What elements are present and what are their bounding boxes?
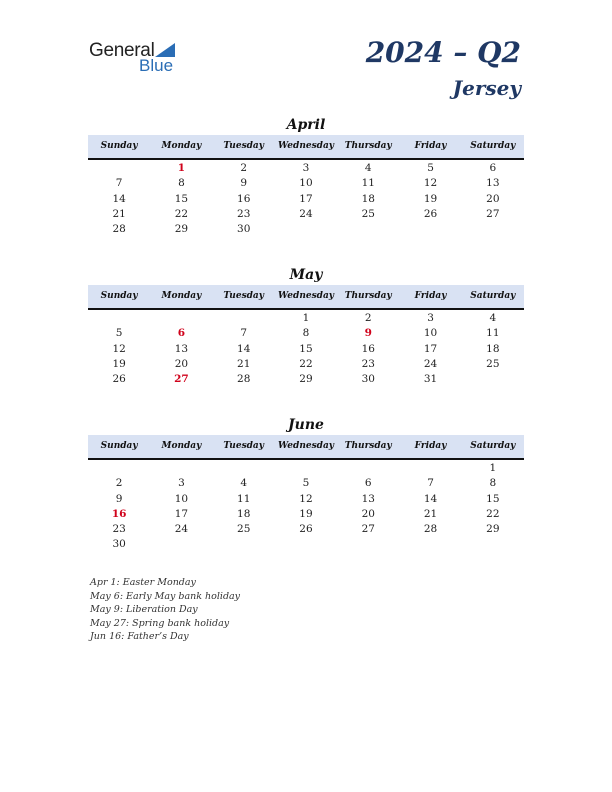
day-cell: 13: [361, 492, 375, 505]
weekday-label: Friday: [414, 441, 447, 451]
day-cell: [399, 222, 461, 237]
day-cell: 18: [237, 507, 251, 520]
day-cell: 31: [423, 373, 438, 386]
logo: [89, 40, 189, 80]
day-cell: 13: [174, 342, 189, 355]
day-cell: [275, 461, 337, 476]
day-cell: 4: [364, 162, 372, 174]
day-cell: 25: [237, 523, 251, 536]
holiday-note: Jun 16: Father’s Day: [90, 631, 189, 642]
day-cell: 22: [299, 357, 313, 370]
day-cell: 28: [112, 223, 126, 236]
holiday-note: Apr 1: Easter Monday: [90, 577, 196, 588]
day-cell: 5: [302, 477, 310, 490]
logo-triangle-icon: [155, 43, 175, 57]
day-cell: [337, 537, 399, 552]
day-cell: 27: [486, 207, 500, 220]
day-cell: 2: [240, 162, 248, 174]
day-cell: 18: [486, 342, 500, 355]
day-cell: 23: [361, 357, 375, 370]
weekday-label: Wednesday: [277, 441, 335, 451]
weekday-label: Sunday: [100, 291, 138, 301]
day-cell: 17: [423, 342, 438, 355]
week-row: [88, 461, 524, 476]
day-cell: [88, 461, 150, 476]
week-row: [88, 222, 524, 237]
weekday-label: Monday: [161, 141, 202, 151]
day-cell: 10: [423, 327, 438, 340]
day-cell: 9: [240, 177, 248, 190]
weekday-header: [88, 285, 524, 310]
weekday-label: Wednesday: [277, 291, 335, 301]
weekday-label: Thursday: [344, 441, 392, 451]
day-cell: 14: [112, 192, 126, 205]
month-name: April: [286, 117, 326, 133]
day-cell: 14: [237, 342, 251, 355]
page-subtitle: Jersey: [452, 76, 521, 100]
holiday-day-cell: 9: [364, 327, 372, 340]
page-title: 2024 – Q2: [365, 36, 521, 69]
day-cell: 29: [299, 373, 313, 386]
day-cell: 15: [174, 192, 189, 205]
day-cell: 20: [361, 507, 375, 520]
day-cell: [150, 311, 212, 326]
week-row: [88, 507, 524, 522]
day-cell: 18: [361, 192, 375, 205]
day-cell: [88, 311, 150, 326]
holiday-note: May 6: Early May bank holiday: [90, 590, 241, 602]
day-cell: 29: [174, 223, 189, 236]
day-cell: 28: [423, 523, 438, 536]
day-cell: 21: [112, 207, 126, 220]
day-cell: 26: [112, 373, 126, 386]
day-cell: 24: [423, 357, 438, 370]
day-cell: 15: [486, 492, 500, 505]
logo-blue-text: Blue: [139, 56, 174, 75]
day-cell: 6: [489, 162, 497, 174]
weekday-label: Thursday: [344, 141, 392, 151]
day-cell: 4: [489, 312, 497, 324]
day-cell: 14: [423, 492, 438, 505]
day-cell: [399, 537, 461, 552]
day-cell: 22: [486, 507, 500, 520]
day-cell: 8: [302, 327, 310, 340]
day-cell: 10: [174, 492, 189, 505]
weekday-label: Monday: [161, 291, 202, 301]
day-cell: [399, 461, 461, 476]
month-name: May: [289, 267, 323, 283]
day-cell: 21: [423, 507, 438, 520]
day-cell: 17: [174, 507, 189, 520]
weekday-header: [88, 435, 524, 460]
week-row: [88, 311, 524, 326]
day-cell: 26: [299, 523, 313, 536]
month-name: June: [288, 417, 324, 433]
day-cell: 25: [486, 357, 500, 370]
weekday-label: Saturday: [470, 291, 516, 301]
day-cell: 1: [489, 462, 497, 474]
day-cell: 6: [364, 477, 372, 490]
day-cell: 11: [361, 177, 375, 190]
weekday-label: Sunday: [100, 441, 138, 451]
day-cell: 25: [361, 207, 375, 220]
day-cell: [213, 537, 275, 552]
day-cell: 3: [178, 477, 185, 490]
day-cell: 16: [237, 192, 251, 205]
week-row: [88, 161, 524, 176]
day-cell: [275, 537, 337, 552]
day-cell: [337, 222, 399, 237]
day-cell: 12: [299, 492, 313, 505]
holiday-day-cell: 27: [174, 373, 189, 386]
weekday-label: Sunday: [100, 141, 138, 151]
day-cell: [462, 222, 524, 237]
weekday-label: Tuesday: [223, 441, 264, 451]
day-cell: 30: [361, 373, 375, 386]
weekday-label: Saturday: [470, 441, 516, 451]
week-row: [88, 176, 524, 191]
day-cell: 5: [115, 327, 123, 340]
day-cell: 17: [299, 192, 313, 205]
weekday-label: Tuesday: [223, 141, 264, 151]
day-cell: 15: [299, 342, 313, 355]
day-cell: 30: [112, 538, 126, 551]
weekday-label: Friday: [414, 141, 447, 151]
day-cell: 22: [174, 207, 189, 220]
day-cell: 11: [486, 327, 500, 340]
weekday-header: [88, 135, 524, 160]
day-cell: 10: [299, 177, 313, 190]
day-cell: 19: [423, 192, 438, 205]
day-cell: 2: [115, 477, 123, 490]
day-cell: 5: [427, 162, 434, 174]
day-cell: [337, 461, 399, 476]
day-cell: 16: [361, 342, 375, 355]
holiday-day-cell: 1: [177, 162, 186, 174]
day-cell: [88, 161, 150, 176]
day-cell: 7: [427, 477, 434, 490]
holiday-day-cell: 16: [111, 507, 127, 520]
day-cell: 28: [237, 373, 251, 386]
day-cell: 3: [427, 312, 434, 324]
day-cell: [213, 461, 275, 476]
day-cell: [150, 461, 212, 476]
holiday-note: May 27: Spring bank holiday: [90, 617, 230, 629]
logo-general-text: General: [89, 40, 155, 61]
day-cell: 8: [489, 477, 497, 490]
day-cell: 4: [240, 477, 248, 490]
day-cell: 19: [112, 357, 126, 370]
day-cell: 7: [240, 327, 248, 340]
day-cell: [462, 537, 524, 552]
day-cell: 20: [174, 357, 189, 370]
day-cell: 9: [115, 492, 123, 505]
day-cell: 11: [237, 492, 251, 505]
week-row: [88, 522, 524, 537]
holiday-note: May 9: Liberation Day: [90, 604, 198, 615]
day-cell: 24: [299, 207, 313, 220]
day-cell: [150, 537, 212, 552]
week-row: [88, 537, 524, 552]
weekday-label: Tuesday: [223, 291, 264, 301]
month-june: [88, 415, 524, 553]
day-cell: 30: [237, 223, 251, 236]
holiday-notes: [90, 576, 240, 644]
day-cell: [462, 372, 524, 387]
weekday-label: Wednesday: [277, 141, 335, 151]
weekday-label: Thursday: [344, 291, 392, 301]
day-cell: 13: [486, 177, 500, 190]
day-cell: 26: [423, 207, 438, 220]
day-cell: 12: [112, 342, 126, 355]
week-row: [88, 492, 524, 507]
day-cell: 24: [174, 523, 189, 536]
week-row: [88, 476, 524, 491]
week-row: [88, 326, 524, 341]
day-cell: 20: [486, 192, 500, 205]
week-row: [88, 192, 524, 207]
day-cell: [275, 222, 337, 237]
week-row: [88, 207, 524, 222]
day-cell: 3: [302, 162, 310, 174]
day-cell: [213, 311, 275, 326]
holiday-day-cell: 6: [177, 327, 186, 340]
day-cell: 27: [361, 523, 375, 536]
month-april: [88, 115, 524, 237]
week-row: [88, 357, 524, 372]
week-row: [88, 372, 524, 387]
day-cell: 21: [237, 357, 251, 370]
weekday-label: Monday: [161, 441, 202, 451]
day-cell: 1: [302, 312, 310, 324]
day-cell: 8: [178, 177, 185, 190]
day-cell: 12: [423, 177, 438, 190]
day-cell: 29: [486, 523, 500, 536]
day-cell: 23: [112, 523, 126, 536]
month-may: [88, 265, 524, 387]
day-cell: 19: [299, 507, 313, 520]
week-row: [88, 342, 524, 357]
day-cell: 2: [364, 312, 372, 324]
weekday-label: Saturday: [470, 141, 516, 151]
day-cell: 7: [115, 177, 123, 190]
weekday-label: Friday: [414, 291, 447, 301]
day-cell: 23: [237, 207, 251, 220]
